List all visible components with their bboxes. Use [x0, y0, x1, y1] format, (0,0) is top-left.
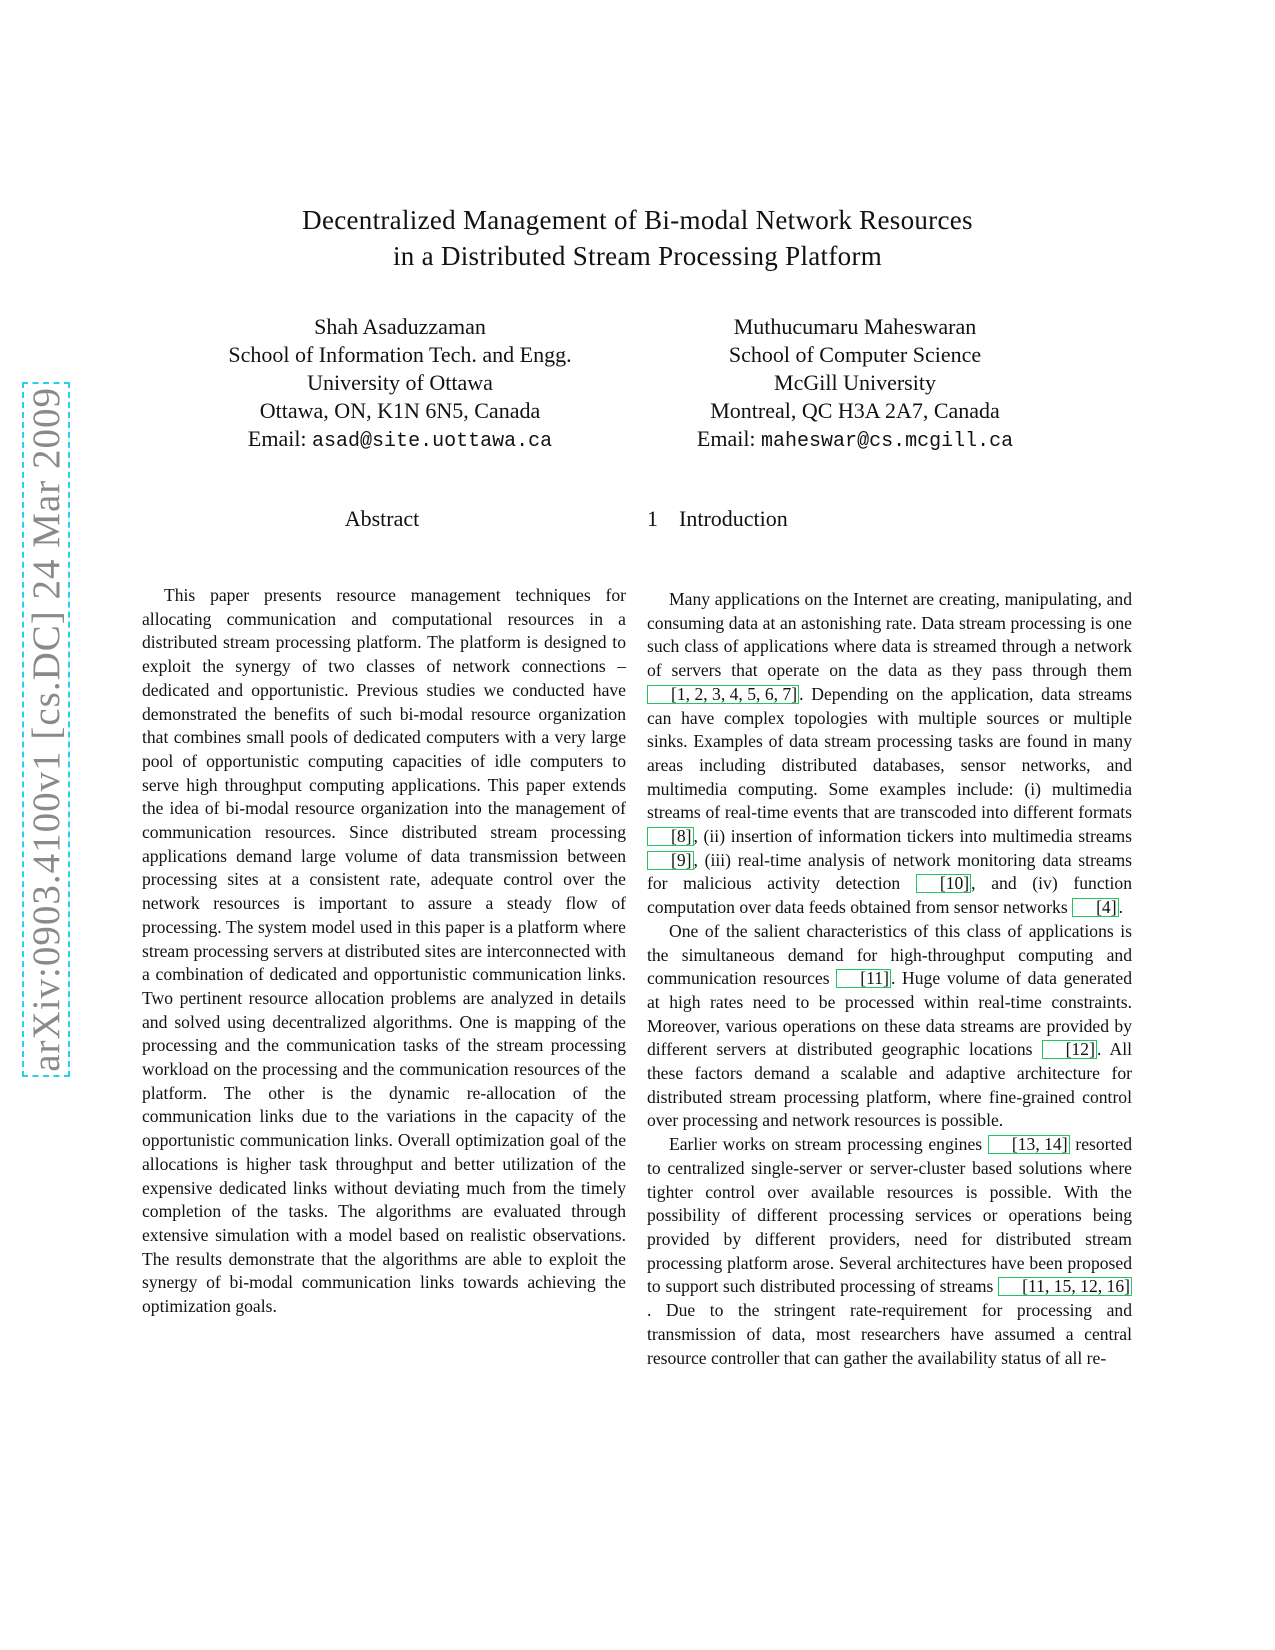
title-line-2: in a Distributed Stream Processing Platform — [392, 241, 883, 271]
abstract-column — [142, 584, 626, 1319]
author-name: Muthucumaru Maheswaran — [733, 314, 977, 339]
section-title: Introduction — [679, 506, 788, 531]
title-line-1: Decentralized Management of Bi-modal Network Resources — [302, 205, 973, 235]
author-email[interactable]: maheswar@cs.mcgill.ca — [761, 430, 1014, 453]
arxiv-identifier-link[interactable] — [22, 382, 70, 1077]
text-run: . — [1118, 897, 1123, 918]
author-name: Shah Asaduzzaman — [314, 314, 486, 339]
text-run: , (iii) real-time analysis of network monitoring data streams for malicious activity detection — [647, 849, 1132, 894]
intro-paragraph-3 — [647, 1133, 1132, 1370]
author-email-line — [190, 425, 610, 456]
text-run: One of the salient characteristics of this class of applications is the simultaneous demand for high-throughput computing and communication resources — [647, 920, 1132, 989]
intro-paragraph-1 — [647, 588, 1132, 920]
author-department: School of Information Tech. and Engg. — [228, 342, 572, 367]
author-institution: University of Ottawa — [307, 370, 493, 395]
citation-link[interactable]: [4] — [1072, 898, 1119, 917]
text-run: . All these factors demand a scalable and adaptive architecture for distributed stream processing platform, where fine-grained control over processing and network resources is possible. — [647, 1039, 1132, 1131]
paper-title — [200, 202, 1075, 274]
text-run: . Depending on the application, data streams can have complex topologies with multiple sources or multiple sinks. Examples of data stream processing tasks are found in many areas including distributed databases, sensor networks, and multimedia computing. Some examples include: (i) multimedia streams of real-time events that are transcoded into different formats — [647, 683, 1132, 823]
abstract-heading: Abstract — [344, 506, 420, 531]
citation-link[interactable]: [9] — [647, 851, 694, 870]
citation-link[interactable]: [11, 15, 12, 16] — [998, 1277, 1132, 1296]
citation-link[interactable]: [11] — [836, 969, 891, 988]
author-block-2 — [645, 313, 1065, 456]
email-label: Email: — [247, 426, 307, 451]
text-run: Earlier works on stream processing engines — [669, 1134, 988, 1155]
author-email[interactable]: asad@site.uottawa.ca — [312, 430, 553, 453]
citation-link[interactable]: [12] — [1042, 1040, 1097, 1059]
text-run: . Due to the stringent rate-requirement for processing and transmission of data, most researchers have assumed a central resource controller that can gather the availability status of all re- — [647, 1300, 1132, 1368]
citation-link[interactable]: [10] — [916, 874, 971, 893]
citation-link[interactable]: [8] — [647, 827, 694, 846]
text-run: , (ii) insertion of information tickers into multimedia streams — [693, 826, 1132, 847]
author-department: School of Computer Science — [728, 342, 982, 367]
text-run: resorted to centralized single-server or server-cluster based solutions where tighter control over available resources is possible. With the possibility of different processing services or operations being provided by different providers, need for distributed stream processing platform arose. Several architectures have been proposed to support such distributed processing of streams — [647, 1134, 1132, 1297]
citation-link[interactable]: [1, 2, 3, 4, 5, 6, 7] — [647, 685, 799, 704]
author-address: Montreal, QC H3A 2A7, Canada — [710, 398, 1000, 423]
author-email-line — [645, 425, 1065, 456]
intro-paragraph-2 — [647, 920, 1132, 1133]
author-block-1 — [190, 313, 610, 456]
text-run: , and (iv) function computation over data feeds obtained from sensor networks — [647, 873, 1132, 918]
intro-column — [647, 588, 1132, 1370]
email-label: Email: — [696, 426, 756, 451]
section-number: 1 — [647, 506, 658, 531]
intro-heading — [647, 506, 788, 532]
abstract-paragraph: This paper presents resource management techniques for allocating communication and computational resources in a distributed stream processing platform. The platform is designed to exploit the synergy of two classes of network connections – dedicated and opportunistic. Previous studies we conducted have demonstrated the benefits of such bi-modal resource organization that combines small pools of dedicated computers with a very large pool of opportunistic computing capacities of idle computers to serve high throughput computing applications. This paper extends the idea of bi-modal resource organization into the management of communication resources. Since distributed stream processing applications demand large volume of data transmission between processing sites at a consistent rate, adequate control over the network resources is important to assure a steady flow of processing. The system model used in this paper is a platform where stream processing servers at distributed sites are interconnected with a combination of dedicated and opportunistic communication links. Two pertinent resource allocation problems are analyzed in details and solved using decentralized algorithms. One is mapping of the processing and the communication tasks of the stream processing workload on the processing and the communication resources of the platform. The other is the dynamic re-allocation of the communication links due to the variations in the capacity of the opportunistic communication links. Overall optimization goal of the allocations is higher task throughput and better utilization of the expensive dedicated links without deviating much from the timely completion of the tasks. The algorithms are evaluated through extensive simulation with a model based on realistic observations. The results demonstrate that the algorithms are able to exploit the synergy of bi-modal communication links towards achieving the optimization goals. — [142, 585, 626, 1317]
text-run: Many applications on the Internet are creating, manipulating, and consuming data at an astonishing rate. Data stream processing is one such class of applications where data is streamed through a network of servers that operate on the data as they pass through them — [647, 589, 1132, 681]
author-address: Ottawa, ON, K1N 6N5, Canada — [259, 398, 541, 423]
author-institution: McGill University — [774, 370, 936, 395]
arxiv-identifier-text: arXiv:0903.4100v1 [cs.DC] 24 Mar 2009 — [24, 387, 68, 1072]
text-run: . Huge volume of data generated at high rates need to be processed within real-time constraints. Moreover, various operations on these data streams are provided by different servers at distributed geographic locations — [647, 968, 1132, 1060]
citation-link[interactable]: [13, 14] — [988, 1135, 1070, 1154]
